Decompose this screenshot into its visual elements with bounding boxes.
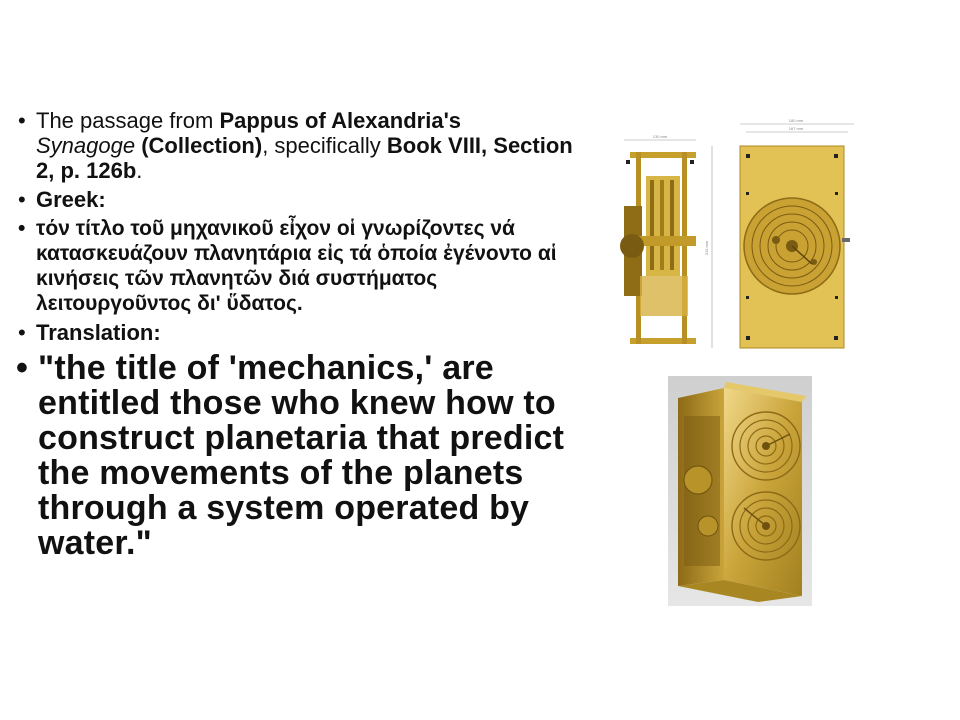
source-author: Pappus of Alexandria's [219,108,462,133]
bullet-list [14,108,574,561]
translation-text: "the title of 'mechanics,' are entitled those who knew how to construct planetaria that predict the movements of the planets through a system operated by water." [38,349,565,562]
front-view [740,146,850,348]
bullet-dot: • [18,320,26,345]
bullet-translation-label [14,320,574,345]
bullet-translation-text [14,351,574,561]
greek-label: Greek: [36,187,106,212]
source-text: The passage from [36,108,220,133]
greek-text: τόν τίτλο τοῦ μηχανικοῦ εἶχον οἱ γνωρίζοντες νά κατασκευάζουν πλανητάρια εἰς τά ὁποία ἐγένοντο αἱ κινήσεις τῶν πλανητῶν διά συστήματος λειτουργοῦντος δι' ὕδατος. [36,217,557,315]
source-work-translation: (Collection) [135,133,263,158]
bullet-dot: • [18,187,26,212]
dim-height-label: 315 mm [704,240,709,256]
dim-top-label: 180 mm [788,118,804,123]
source-work: Synagoge [36,133,136,158]
bullet-source [14,108,574,183]
bullet-dot: • [18,217,26,240]
bullet-dot: • [18,108,26,133]
translation-label: Translation: [36,320,161,345]
side-view [620,152,696,344]
dim-side-label: 130 mm [652,134,668,139]
bullet-greek-text [14,216,574,316]
mechanism-3d-render [668,376,812,606]
dim-top-inner-label: 167 mm [788,126,804,131]
bullet-greek-label [14,187,574,212]
source-text-2: , specifically [262,133,387,158]
mechanism-technical-drawing [616,116,866,356]
source-period: . [136,158,143,183]
bullet-dot: • [16,349,29,387]
source-location: Book VIII, Section 2, p. 126b [36,133,573,183]
